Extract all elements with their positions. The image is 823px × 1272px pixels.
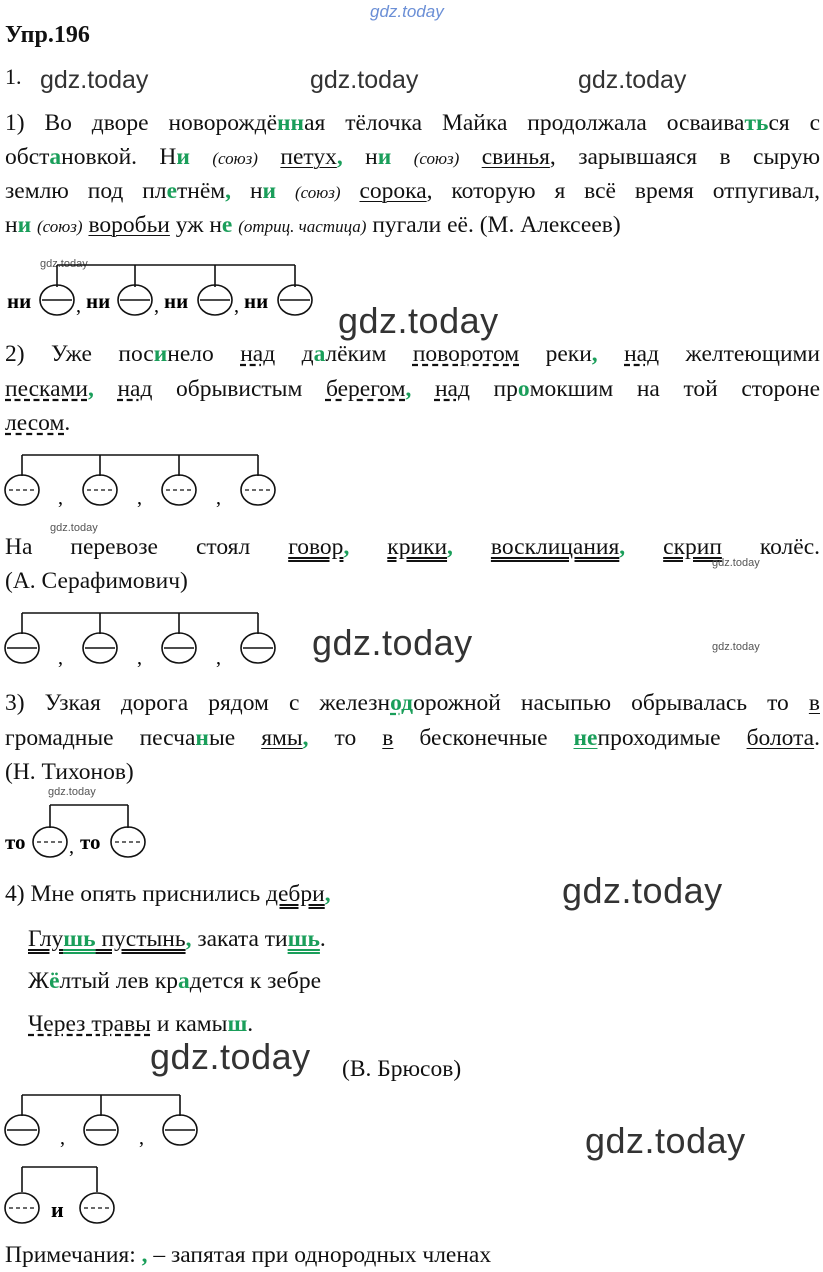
scheme-sep: , (154, 295, 159, 317)
watermark-top: gdz.today (370, 2, 444, 21)
watermark: gdz.today (310, 66, 419, 94)
watermark: gdz.today (312, 622, 473, 663)
p1-line2: обстановкой. Ни (союз) петух, ни (союз) свинья, зарывшаяся в сырую (5, 144, 821, 170)
watermark: gdz.today (578, 66, 687, 94)
p1-line4: ни (союз) воробьи уж не (отриц. частица) пугали её. (М. Алексеев) (5, 212, 621, 238)
p4-line3: (Н. Тихонов) (5, 759, 134, 785)
scheme-conj: и (51, 1197, 64, 1222)
watermark: gdz.today (48, 786, 96, 798)
scheme-sep: , (58, 647, 63, 669)
poem-author: (В. Брюсов) (342, 1056, 462, 1082)
p2-line3: лесом. (5, 410, 71, 436)
watermark: gdz.today (712, 557, 760, 569)
watermark: gdz.today (40, 66, 149, 94)
scheme-sep: , (137, 487, 142, 509)
watermark: gdz.today (338, 300, 499, 341)
p2-line1: 2) Уже посинело над далёким поворотом реки, над желтеющими (5, 341, 820, 367)
p1-line1: 1) Во дворе новорождённая тёлочка Майка продолжала осваиваться с (5, 110, 821, 136)
p3-line1: На перевозе стоял говор, крики, восклицания, скрип колёс. (5, 534, 821, 560)
p2-line2: песками, над обрывистым берегом, над промокшим на той стороне (5, 376, 821, 402)
scheme-conj: ни (7, 289, 32, 313)
poem-line1: 4) Мне опять приснились дебри, (5, 881, 331, 907)
p4-line2: громадные песчаные ямы, то в бесконечные непроходимые болота. (5, 725, 820, 751)
scheme-sep: , (58, 487, 63, 509)
scheme-conj: ни (244, 289, 269, 313)
scheme-conj: то (5, 830, 26, 854)
watermark: gdz.today (50, 522, 98, 534)
scheme-conj: ни (164, 289, 189, 313)
notes-line: Примечания: , – запятая при однородных членах (5, 1242, 492, 1268)
scheme-conj: то (80, 830, 101, 854)
scheme-5-diagram (0, 1092, 230, 1152)
scheme-sep: , (216, 487, 221, 509)
scheme-sep: , (76, 295, 81, 317)
scheme-conj: ни (86, 289, 111, 313)
watermark: gdz.today (150, 1036, 311, 1077)
watermark: gdz.today (562, 870, 723, 911)
scheme-sep: , (69, 836, 74, 858)
watermark: gdz.today (712, 641, 760, 653)
scheme-sep: , (139, 1127, 144, 1149)
p1-line3: землю под плетнём, ни (союз) сорока, которую я всё время отпугивал, (5, 178, 821, 204)
poem-line4: Через травы и камыш. (28, 1011, 254, 1037)
p4-line1: 3) Узкая дорога рядом с железнодорожной насыпью обрывалась то в (5, 690, 820, 716)
scheme-6-diagram (0, 1162, 140, 1232)
p3-line2: (А. Серафимович) (5, 568, 188, 594)
scheme-4-diagram (0, 800, 170, 870)
exercise-title: Упр.196 (5, 22, 90, 48)
task-number: 1. (5, 64, 22, 89)
poem-line2: Глушь пустынь, заката тишь. (28, 926, 326, 952)
watermark: gdz.today (40, 258, 88, 270)
scheme-1-diagram (0, 262, 330, 332)
scheme-sep: , (137, 647, 142, 669)
scheme-3-diagram (0, 610, 300, 670)
scheme-sep: , (60, 1127, 65, 1149)
scheme-sep: , (234, 295, 239, 317)
scheme-2-diagram (0, 452, 300, 512)
watermark: gdz.today (585, 1120, 746, 1161)
scheme-sep: , (216, 647, 221, 669)
poem-line3: Жёлтый лев крадется к зебре (28, 968, 321, 994)
